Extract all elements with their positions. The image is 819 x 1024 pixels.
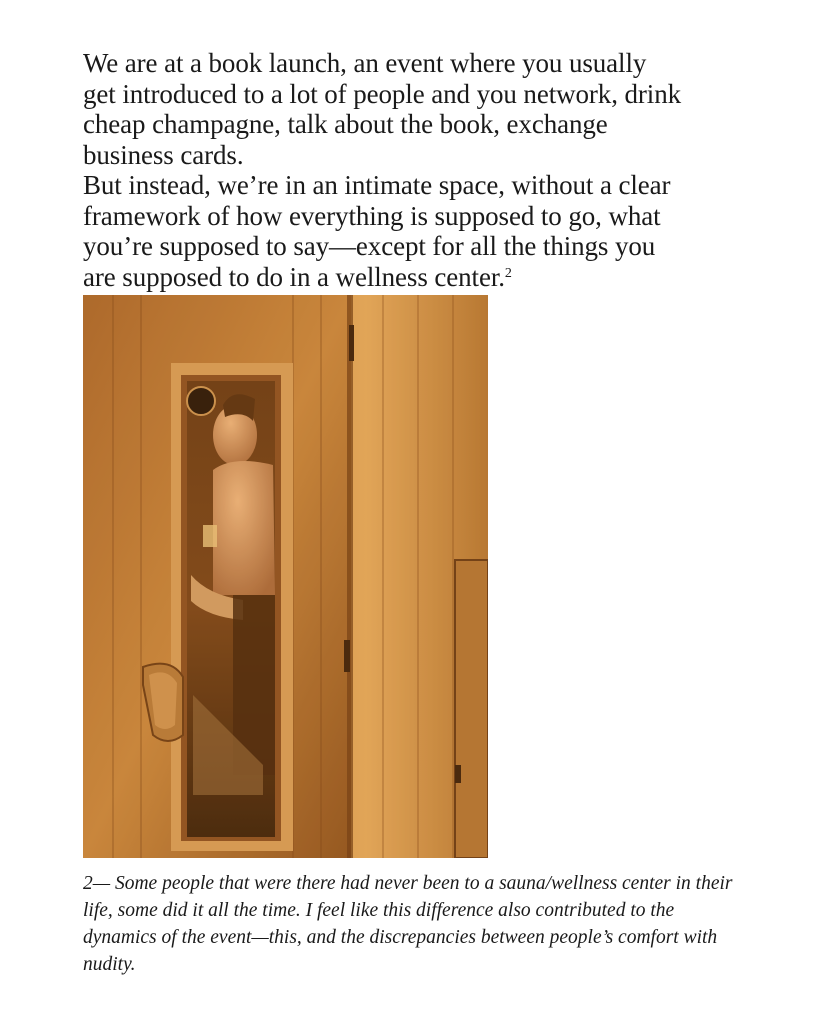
paragraph-2-text: But instead, we’re in an intimate space, without a clear framework of how everything is supposed to go, what you’re supposed to say—except for all the things you are supposed to do in a wellness center. [83,170,671,292]
sauna-photo [83,295,488,858]
body-text [83,48,683,292]
footnote-reference[interactable]: 2 [504,265,512,281]
footnote-text: 2— Some people that were there had never been to a sauna/wellness center in their life, some did it all the time. I feel like this difference also contributed to the dynamics of the event—this, and the discrepancies between people’s comfort with nudity. [83,873,733,975]
footnote [83,870,743,978]
paragraph-2 [83,170,683,292]
paragraph-1: We are at a book launch, an event where you usually get introduced to a lot of people and you network, drink cheap champagne, talk about the book, exchange business cards. [83,48,681,170]
